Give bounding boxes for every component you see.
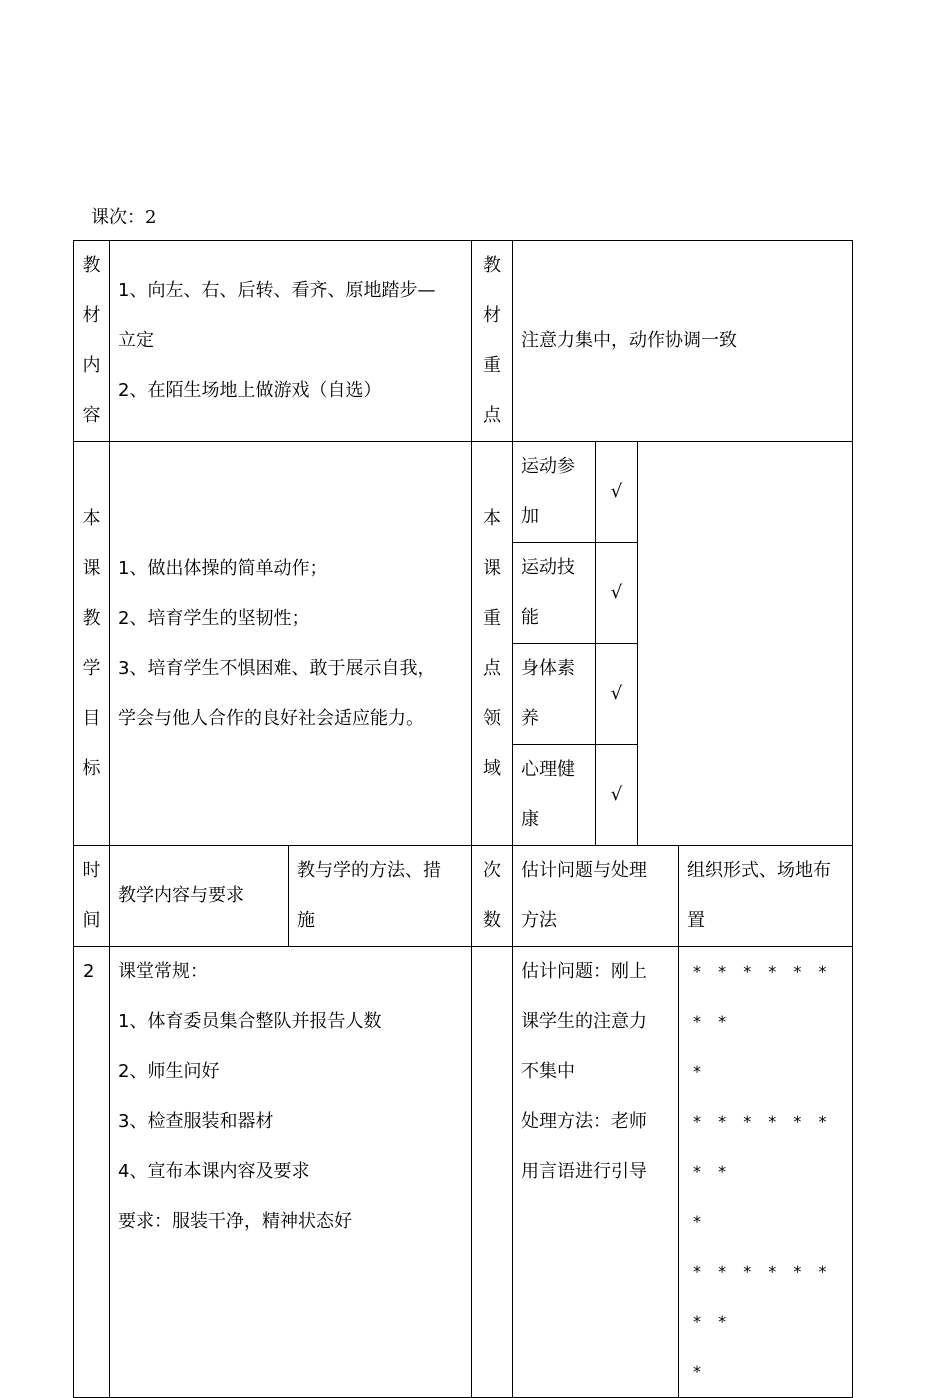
count-header: 次 数 bbox=[472, 846, 513, 947]
domain-label: 运动参 加 bbox=[513, 442, 596, 543]
domain-check: √ bbox=[596, 644, 638, 745]
lesson-number bbox=[91, 204, 156, 232]
formation-diagram: * * * * * * * * * * * * * * * * * * * * * * * * * * * bbox=[679, 947, 853, 1398]
estimate-header: 估计问题与处理 方法 bbox=[513, 846, 679, 947]
key-point-header: 教 材 重 点 bbox=[472, 241, 513, 442]
lesson-number-value: 2 bbox=[145, 207, 157, 228]
goals-header: 本 课 教 学 目 标 bbox=[74, 442, 110, 846]
time-header: 时 间 bbox=[74, 846, 110, 947]
count-value bbox=[472, 947, 513, 1398]
domain-check: √ bbox=[596, 745, 638, 846]
domain-check: √ bbox=[596, 442, 638, 543]
organization-header: 组织形式、场地布 置 bbox=[679, 846, 853, 947]
time-value: 2 bbox=[74, 947, 110, 1398]
domain-label: 运动技 能 bbox=[513, 543, 596, 644]
domains-blank bbox=[638, 442, 853, 846]
domain-label: 心理健 康 bbox=[513, 745, 596, 846]
domain-check: √ bbox=[596, 543, 638, 644]
key-point-content: 注意力集中，动作协调一致 bbox=[513, 241, 853, 442]
lesson-label: 课次： bbox=[91, 207, 145, 228]
material-content: 1、向左、右、后转、看齐、原地踏步— 立定 2、在陌生场地上做游戏（自选） bbox=[110, 241, 472, 442]
domain-label: 身体素 养 bbox=[513, 644, 596, 745]
goals-content: 1、做出体操的简单动作； 2、培育学生的坚韧性； 3、培育学生不惧困难、敢于展示自我， 学会与他人合作的良好社会适应能力。 bbox=[110, 442, 472, 846]
method-header: 教与学的方法、措 施 bbox=[289, 846, 472, 947]
lesson-plan-table bbox=[73, 240, 853, 1398]
routine-content: 课堂常规： 1、体育委员集合整队并报告人数 2、师生问好 3、检查服装和器材 4、宣布本课内容及要求 要求：服装干净，精神状态好 bbox=[110, 947, 472, 1398]
material-header: 教 材 内 容 bbox=[74, 241, 110, 442]
content-header: 教学内容与要求 bbox=[110, 846, 289, 947]
domains-header: 本 课 重 点 领 域 bbox=[472, 442, 513, 846]
estimate-content: 估计问题：刚上 课学生的注意力 不集中 处理方法：老师 用言语进行引导 bbox=[513, 947, 679, 1398]
